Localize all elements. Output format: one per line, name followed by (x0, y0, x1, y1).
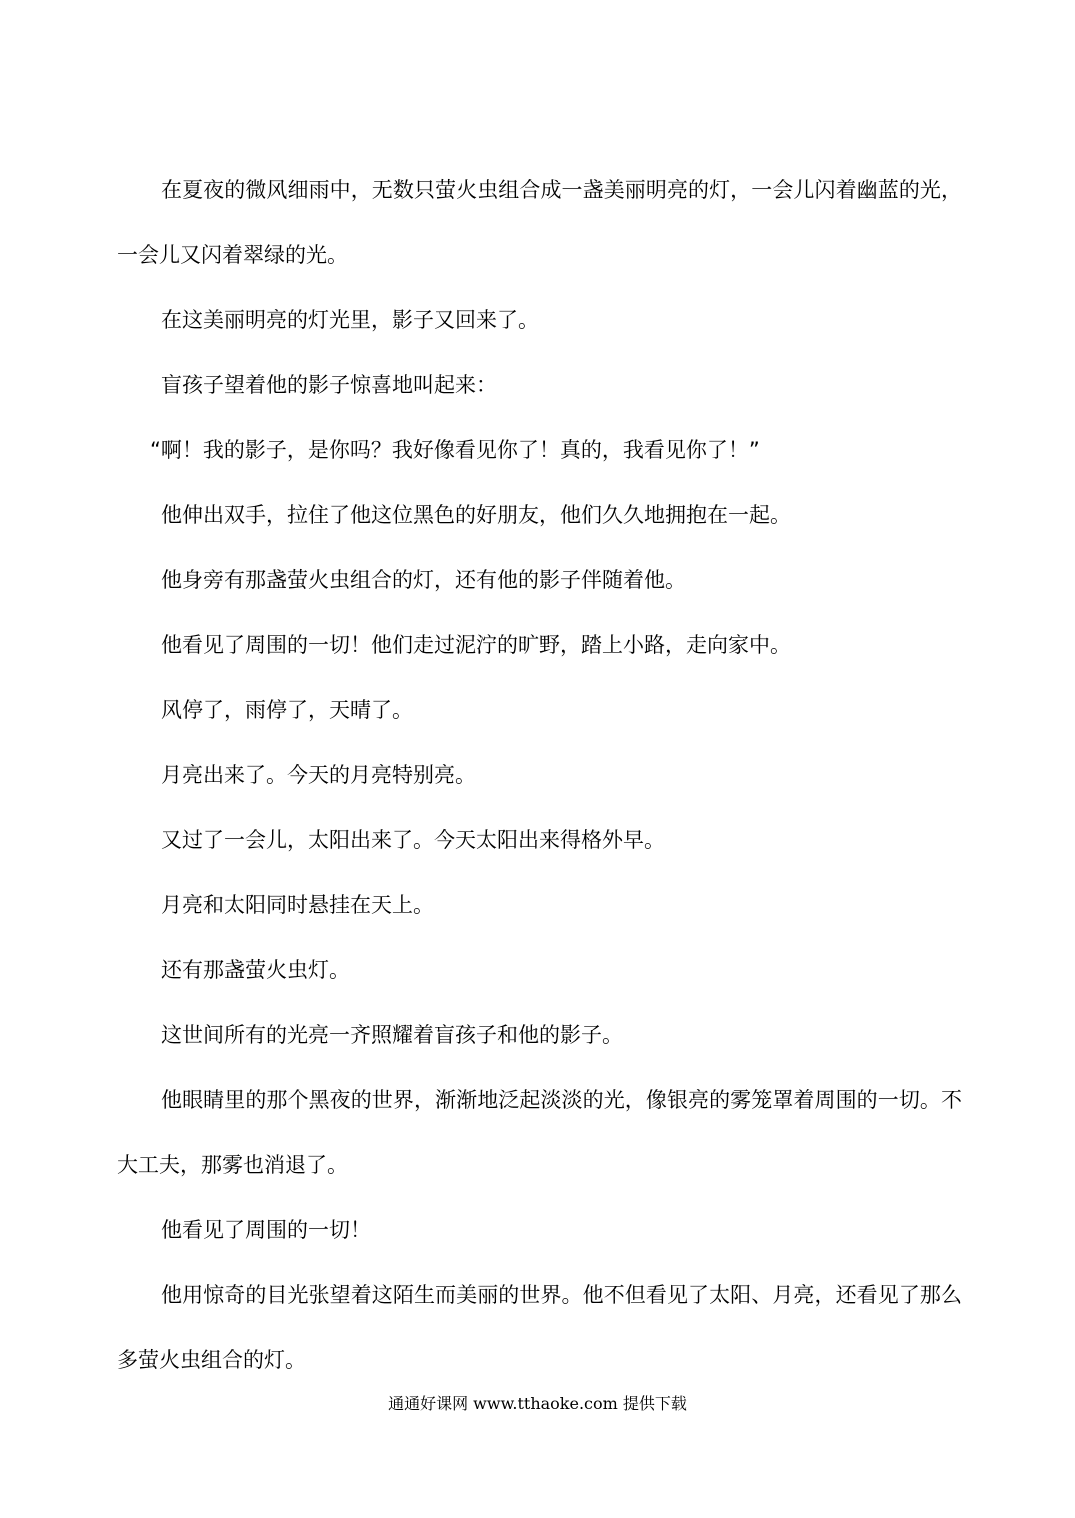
paragraph: 月亮出来了。今天的月亮特别亮。 (161, 763, 476, 787)
paragraph: 这世间所有的光亮一齐照耀着盲孩子和他的影子。 (161, 1023, 623, 1047)
paragraph: 他看见了周围的一切！ (161, 1218, 371, 1242)
page-footer: 通通好课网 www.tthaoke.com 提供下载 (388, 1394, 687, 1413)
paragraph: 他伸出双手，拉住了他这位黑色的好朋友，他们久久地拥抱在一起。 (161, 503, 791, 527)
paragraph: 风停了，雨停了，天晴了。 (161, 698, 413, 722)
paragraph: 他用惊奇的目光张望着这陌生而美丽的世界。他不但看见了太阳、月亮，还看见了那么多萤火虫组合的灯。 (117, 1283, 962, 1372)
paragraph: 盲孩子望着他的影子惊喜地叫起来： (161, 373, 497, 397)
paragraph: 又过了一会儿，太阳出来了。今天太阳出来得格外早。 (161, 828, 665, 852)
paragraph: 还有那盏萤火虫灯。 (161, 958, 350, 982)
paragraph: 在这美丽明亮的灯光里，影子又回来了。 (161, 308, 539, 332)
paragraph: 他眼睛里的那个黑夜的世界，渐渐地泛起淡淡的光，像银亮的雾笼罩着周围的一切。不大工夫，那雾也消退了。 (117, 1088, 962, 1177)
paragraph: 他看见了周围的一切！他们走过泥泞的旷野，踏上小路，走向家中。 (161, 633, 791, 657)
paragraph: 月亮和太阳同时悬挂在天上。 (161, 893, 434, 917)
paragraph: 他身旁有那盏萤火虫组合的灯，还有他的影子伴随着他。 (161, 568, 686, 592)
paragraph: 在夏夜的微风细雨中，无数只萤火虫组合成一盏美丽明亮的灯，一会儿闪着幽蓝的光，一会儿又闪着翠绿的光。 (117, 178, 962, 267)
paragraph: “啊！我的影子，是你吗？我好像看见你了！真的，我看见你了！” (150, 438, 760, 462)
story-text (117, 158, 962, 1393)
